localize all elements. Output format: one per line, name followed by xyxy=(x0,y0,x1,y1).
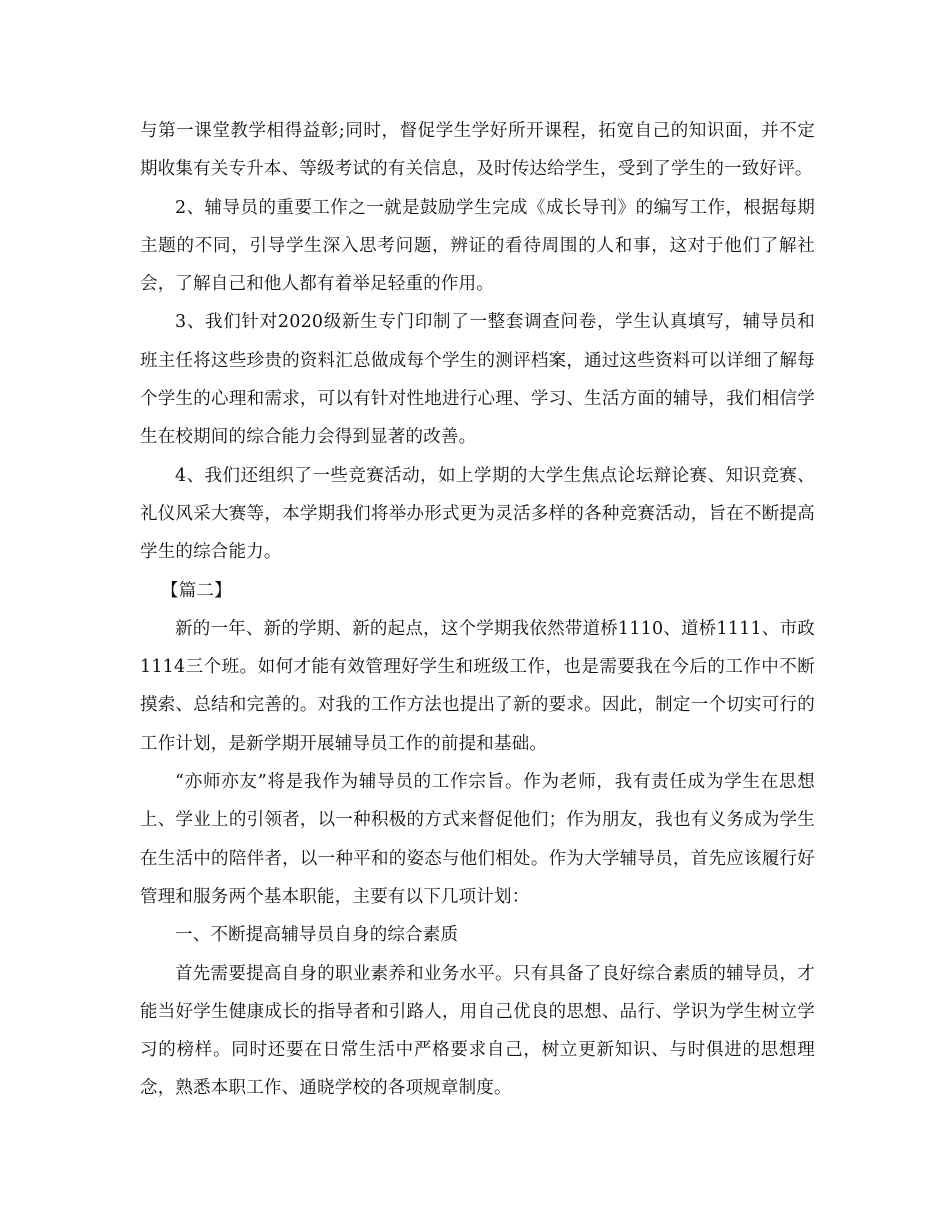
paragraph-work-tenet: “亦师亦友”将是我作为辅导员的工作宗旨。作为老师，我有责任成为学生在思想上、学业上的引领者，以一种积极的方式来督促他们；作为朋友，我也有义务成为学生在生活中的陪伴者，以一种平和的姿态与他们相处。作为大学辅导员，首先应该履行好管理和服务两个基本职能，主要有以下几项计划： xyxy=(140,772,815,907)
section-heading-part-two: 【篇二】 xyxy=(161,580,232,601)
paragraph-continuation: 与第一课堂教学相得益彰;同时，督促学生学好所开课程，拓宽自己的知识面，并不定期收集有关专升本、等级考试的有关信息，及时传达给学生，受到了学生的一致好评。 xyxy=(140,121,815,180)
document-body xyxy=(140,112,815,1108)
paragraph-item-2: 2、辅导员的重要工作之一就是鼓励学生完成《成长导刊》的编写工作，根据每期主题的不同，引导学生深入思考问题，辨证的看待周围的人和事，这对于他们了解社会，了解自己和他人都有着举足轻重的作用。 xyxy=(140,197,815,295)
paragraph-item-3: 3、我们针对2020级新生专门印制了一整套调查问卷，学生认真填写，辅导员和班主任将这些珍贵的资料汇总做成每个学生的测评档案，通过这些资料可以详细了解每个学生的心理和需求，可以有针对性地进行心理、学习、生活方面的辅导，我们相信学生在校期间的综合能力会得到显著的改善。 xyxy=(140,312,815,448)
subheading-plan-one: 一、不断提高辅导员自身的综合素质 xyxy=(175,925,459,946)
paragraph-item-4: 4、我们还组织了一些竞赛活动，如上学期的大学生焦点论坛辩论赛、知识竞赛、礼仪风采大赛等，本学期我们将举办形式更为灵活多样的各种竞赛活动，旨在不断提高学生的综合能力。 xyxy=(140,465,815,563)
paragraph-professional-quality: 首先需要提高自身的职业素养和业务水平。只有具备了良好综合素质的辅导员，才能当好学生健康成长的指导者和引路人，用自己优良的思想、品行、学识为学生树立学习的榜样。同时还要在日常生活中严格要求自己，树立更新知识、与时俱进的思想理念，熟悉本职工作、通晓学校的各项规章制度。 xyxy=(140,963,815,1099)
paragraph-new-semester: 新的一年、新的学期、新的起点，这个学期我依然带道桥1110、道桥1111、市政1114三个班。如何才能有效管理好学生和班级工作，也是需要我在今后的工作中不断摸索、总结和完善的。对我的工作方法也提出了新的要求。因此，制定一个切实可行的工作计划，是新学期开展辅导员工作的前提和基础。 xyxy=(140,618,815,754)
